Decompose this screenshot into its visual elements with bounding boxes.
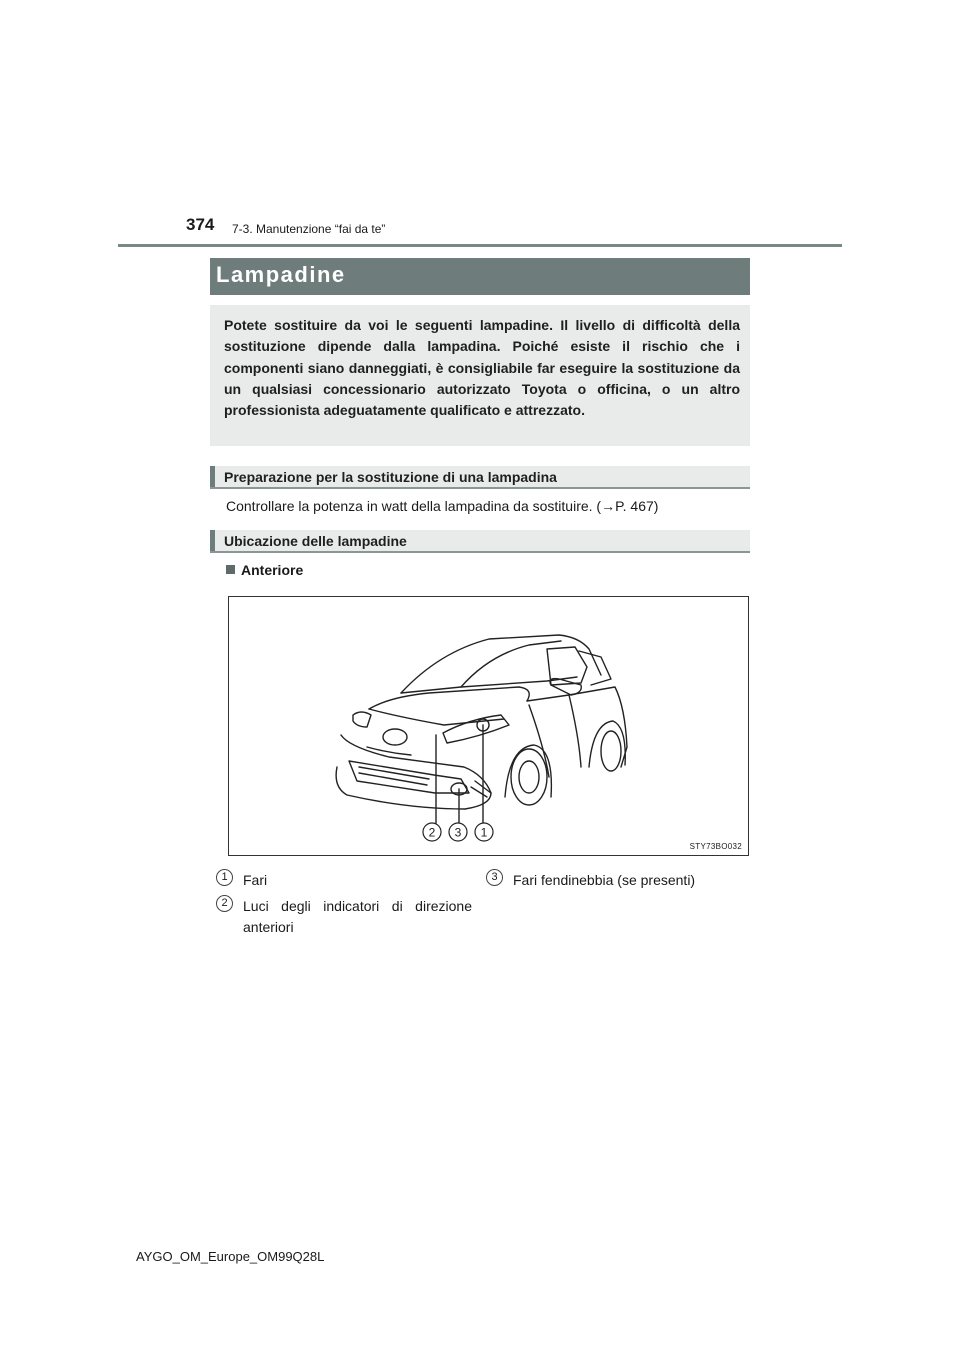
bullet-front-label: Anteriore (241, 562, 304, 578)
page-title: Lampadine (216, 262, 346, 287)
subheading-preparation-label: Preparazione per la sostituzione di una lampadina (224, 469, 557, 485)
figure-code: STY73BO032 (689, 842, 742, 851)
subheading-location-label: Ubicazione delle lampadine (224, 533, 407, 549)
callout-label: 1 (480, 825, 488, 840)
square-bullet-icon (226, 565, 235, 574)
section-breadcrumb: 7-3. Manutenzione “fai da te” (232, 222, 386, 236)
bullet-front (226, 562, 303, 578)
car-drawing (229, 597, 748, 855)
subheading-marker (210, 530, 215, 551)
intro-box (210, 305, 750, 446)
legend-number: 3 (486, 869, 503, 886)
preparation-text: Controllare la potenza in watt della lampadina da sostituire. (→P. 467) (226, 498, 659, 514)
legend-number: 1 (216, 869, 233, 886)
callout-label: 2 (428, 825, 436, 840)
legend-number: 2 (216, 895, 233, 912)
footer-doc-code: AYGO_OM_Europe_OM99Q28L (136, 1249, 325, 1264)
subheading-preparation (210, 466, 750, 489)
legend-text: Luci degli indicatori di direzione anteriori (243, 898, 472, 935)
legend-text: Fari (243, 872, 268, 888)
car-front-illustration (228, 596, 749, 856)
callout-label: 3 (454, 825, 462, 840)
page-title-bar (210, 258, 750, 295)
header-divider (118, 244, 842, 247)
page-number: 374 (186, 215, 215, 234)
subheading-marker (210, 466, 215, 487)
legend-text: Fari fendinebbia (se presenti) (513, 872, 696, 888)
intro-text: Potete sostituire da voi le seguenti lampadine. Il livello di difficoltà della sostituzione dipende dalla lampadina. Poiché esiste il rischio che i componenti siano danneggiati, è consigliabile far eseguire la sostituzione da un qualsiasi concessionario autorizzato Toyota o officina, o un altro professionista adeguatamente qualificato e attrezzato. (224, 317, 740, 419)
subheading-location (210, 530, 750, 553)
